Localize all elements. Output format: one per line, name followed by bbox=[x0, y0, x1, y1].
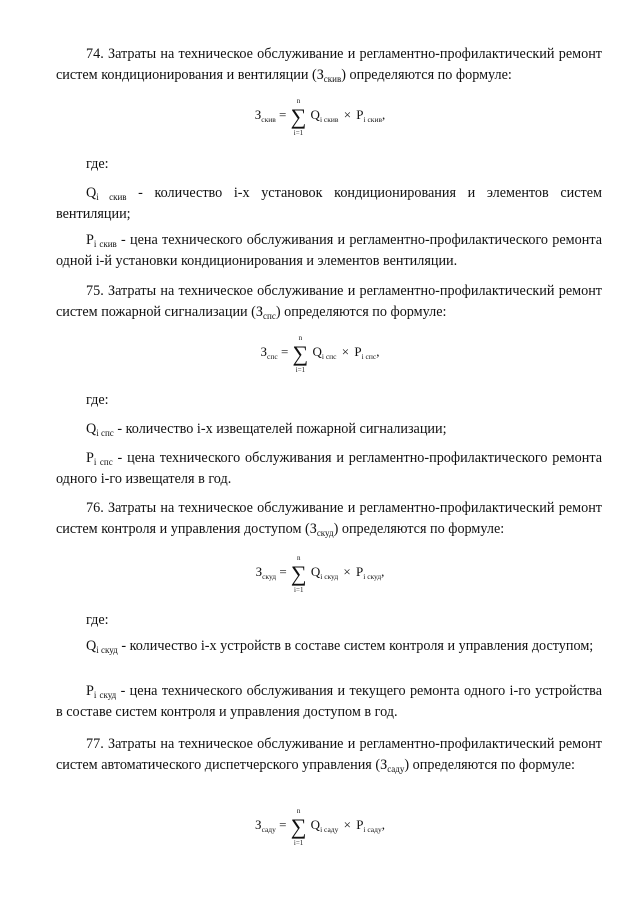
paragraph-76: 76. Затраты на техническое обслуживание и регламентно-профилактический ремонт систем контроля и управления доступом $(З_{скуд})$ определяются по формуле: bbox=[56, 500, 602, 538]
definition-74-q: $Q_{i скив}$ - количество i-х установок кондиционирования и элементов систем вентиляции; bbox=[56, 185, 603, 222]
formula-77: $З_{саду}$ = n ∑ i=1 $Q_{i саду} \times P_{i саду}$, bbox=[255, 807, 385, 847]
paragraph-74 bbox=[56, 44, 602, 86]
sum-icon: n ∑ i=1 bbox=[290, 97, 307, 137]
where-label-74: где: bbox=[86, 156, 109, 172]
definition-75-q: $Q_{i спс}$ - количество i-х извещателей пожарной сигнализации; bbox=[86, 421, 447, 438]
paragraph-74-text: 74. Затраты на техническое обслуживание и регламентно-профилактический ремонт систем кондиционирования и вентиляции (З bbox=[56, 46, 602, 83]
formula-75: $З_{спс}$ = n ∑ i=1 $Q_{i спс} \times P_{i спс}$, bbox=[260, 334, 380, 374]
where-label-75: где: bbox=[86, 392, 109, 408]
paragraph-77: 77. Затраты на техническое обслуживание и регламентно-профилактический ремонт систем автоматического диспетчерского управления $(З_{саду})$ определяются по формуле: bbox=[56, 736, 602, 774]
definition-75-p: $P_{i спс}$ - цена технического обслуживания и регламентно-профилактического ремонта одного i-го извещателя в год. bbox=[56, 450, 602, 487]
definition-76-q: $Q_{i скуд}$ - количество i-х устройств в составе систем контроля и управления доступом; bbox=[86, 638, 594, 655]
sum-icon: n ∑ i=1 bbox=[290, 807, 307, 847]
paragraph-74-text-end: ) определяются по формуле: bbox=[341, 67, 512, 83]
definition-76-p: $P_{i скуд}$ - цена технического обслуживания и текущего ремонта одного i-го устройства в составе систем контроля и управления доступом в год. bbox=[56, 683, 602, 720]
definition-74-p: $P_{i скив}$ - цена технического обслуживания и регламентно-профилактического ремонта одной i-й установки кондиционирования и элементов вентиляции. bbox=[56, 232, 602, 269]
sum-icon: n ∑ i=1 bbox=[292, 334, 309, 374]
where-label-76: где: bbox=[86, 612, 109, 628]
formula-76: $З_{скуд}$ = n ∑ i=1 $Q_{i скуд} \times P_{i скуд}$, bbox=[255, 554, 385, 594]
formula-74: $З_{скив}$ = n ∑ i=1 $Q_{i скив} \times P_{i скив}$, bbox=[254, 97, 386, 137]
paragraph-74-sub: скив bbox=[323, 74, 342, 84]
sum-icon: n ∑ i=1 bbox=[290, 554, 307, 594]
paragraph-75: 75. Затраты на техническое обслуживание и регламентно-профилактический ремонт систем пожарной сигнализации $(З_{спс})$ определяются по формуле: bbox=[56, 283, 602, 321]
